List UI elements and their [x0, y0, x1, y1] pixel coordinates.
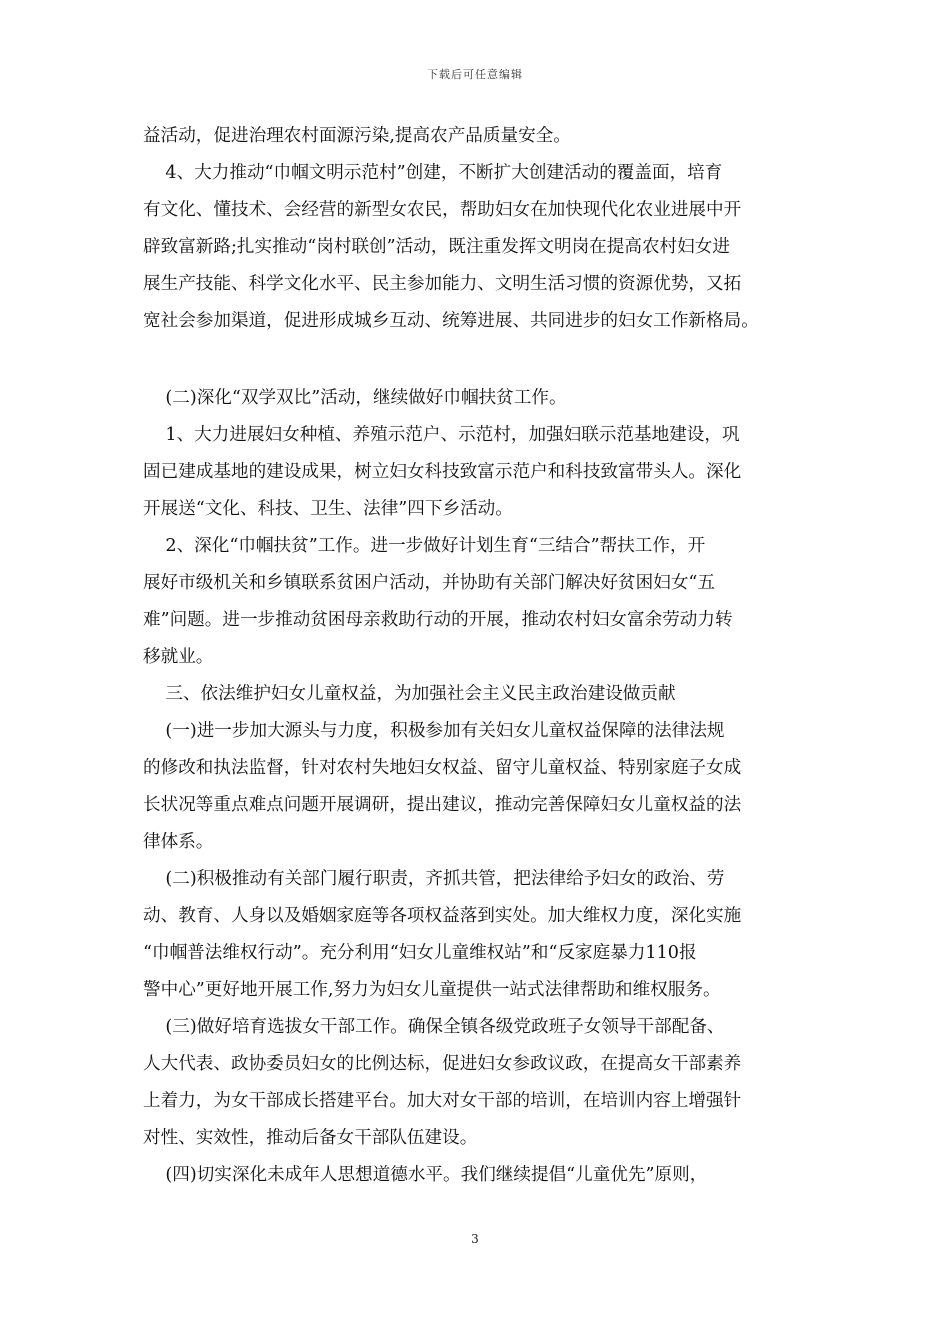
text-line: 律体系。 [143, 832, 214, 852]
text-line: 动、教育、人身以及婚姻家庭等各项权益落到实处。加大维权力度，深化实施 [143, 906, 742, 926]
text-line: (三)做好培育选拔女干部工作。确保全镇各级党政班子女领导干部配备、 [143, 1017, 725, 1037]
section-heading-2 [143, 380, 807, 417]
paragraph-continuation [143, 118, 807, 155]
paragraph-subsection-2 [143, 861, 807, 1009]
text-line: (一)进一步加大源头与力度，积极参加有关妇女儿童权益保障的法律法规 [143, 721, 725, 741]
text-line: 的修改和执法监督，针对农村失地妇女权益、留守儿童权益、特别家庭子女成 [143, 758, 742, 778]
text-line: 展好市级机关和乡镇联系贫困户活动，并协助有关部门解决好贫困妇女“五 [143, 573, 715, 593]
page-header: 下载后可任意编辑 [427, 68, 523, 81]
text-line: (四)切实深化未成年人思想道德水平。我们继续提倡“儿童优先”原则， [143, 1165, 708, 1185]
text-line: “巾帼普法维权行动”。充分利用“妇女儿童维权站”和“反家庭暴力110报 [143, 943, 697, 963]
text-line: 有文化、懂技术、会经营的新型女农民，帮助妇女在加快现代化农业进展中开 [143, 200, 742, 220]
text-line: 移就业。 [143, 647, 214, 667]
paragraph-subsection-1 [143, 713, 807, 861]
document-body [143, 118, 807, 1194]
section-heading-3 [143, 676, 807, 713]
text-line: 辟致富新路;扎实推动“岗村联创”活动，既注重发挥文明岗在提高农村妇女进 [143, 237, 730, 257]
paragraph-item-4 [143, 155, 807, 340]
text-line: (二)深化“双学双比”活动，继续做好巾帼扶贫工作。 [143, 388, 567, 408]
text-line: 警中心”更好地开展工作,努力为妇女儿童提供一站式法律帮助和维权服务。 [143, 980, 721, 1000]
text-line: 固已建成基地的建设成果，树立妇女科技致富示范户和科技致富带头人。深化 [143, 462, 742, 482]
text-line: 宽社会参加渠道，促进形成城乡互动、统筹进展、共同进步的妇女工作新格局。 [143, 311, 759, 331]
text-line: 三、依法维护妇女儿童权益，为加强社会主义民主政治建设做贡献 [143, 684, 676, 704]
text-line: 对性、实效性，推动后备女干部队伍建设。 [143, 1128, 478, 1148]
text-line: 2、深化“巾帼扶贫”工作。进一步做好计划生育“三结合”帮扶工作，开 [143, 536, 706, 556]
paragraph-subsection-4 [143, 1157, 807, 1194]
paragraph-subsection-3 [143, 1009, 807, 1157]
text-line: 上着力，为女干部成长搭建平台。加大对女干部的培训，在培训内容上增强针 [143, 1091, 742, 1111]
text-line: 1、大力进展妇女种植、养殖示范户、示范村，加强妇联示范基地建设，巩 [143, 425, 740, 445]
paragraph-gap [143, 340, 807, 380]
text-line: 长状况等重点难点问题开展调研，提出建议，推动完善保障妇女儿童权益的法 [143, 795, 742, 815]
text-line: 开展送“文化、科技、卫生、法律”四下乡活动。 [143, 499, 513, 519]
paragraph-item-2 [143, 528, 807, 676]
text-line: 益活动，促进治理农村面源污染,提高农产品质量安全。 [143, 126, 571, 146]
text-line: 展生产技能、科学文化水平、民主参加能力、文明生活习惯的资源优势，又拓 [143, 274, 742, 294]
page-number: 3 [471, 1232, 479, 1246]
text-line: 4、大力推动“巾帼文明示范村”创建，不断扩大创建活动的覆盖面，培育 [143, 163, 723, 183]
text-line: (二)积极推动有关部门履行职责，齐抓共管，把法律给予妇女的政治、劳 [143, 869, 725, 889]
paragraph-item-1 [143, 417, 807, 528]
text-line: 人大代表、政协委员妇女的比例达标，促进妇女参政议政，在提高女干部素养 [143, 1054, 742, 1074]
text-line: 难”问题。进一步推动贫困母亲救助行动的开展，推动农村妇女富余劳动力转 [143, 610, 733, 630]
